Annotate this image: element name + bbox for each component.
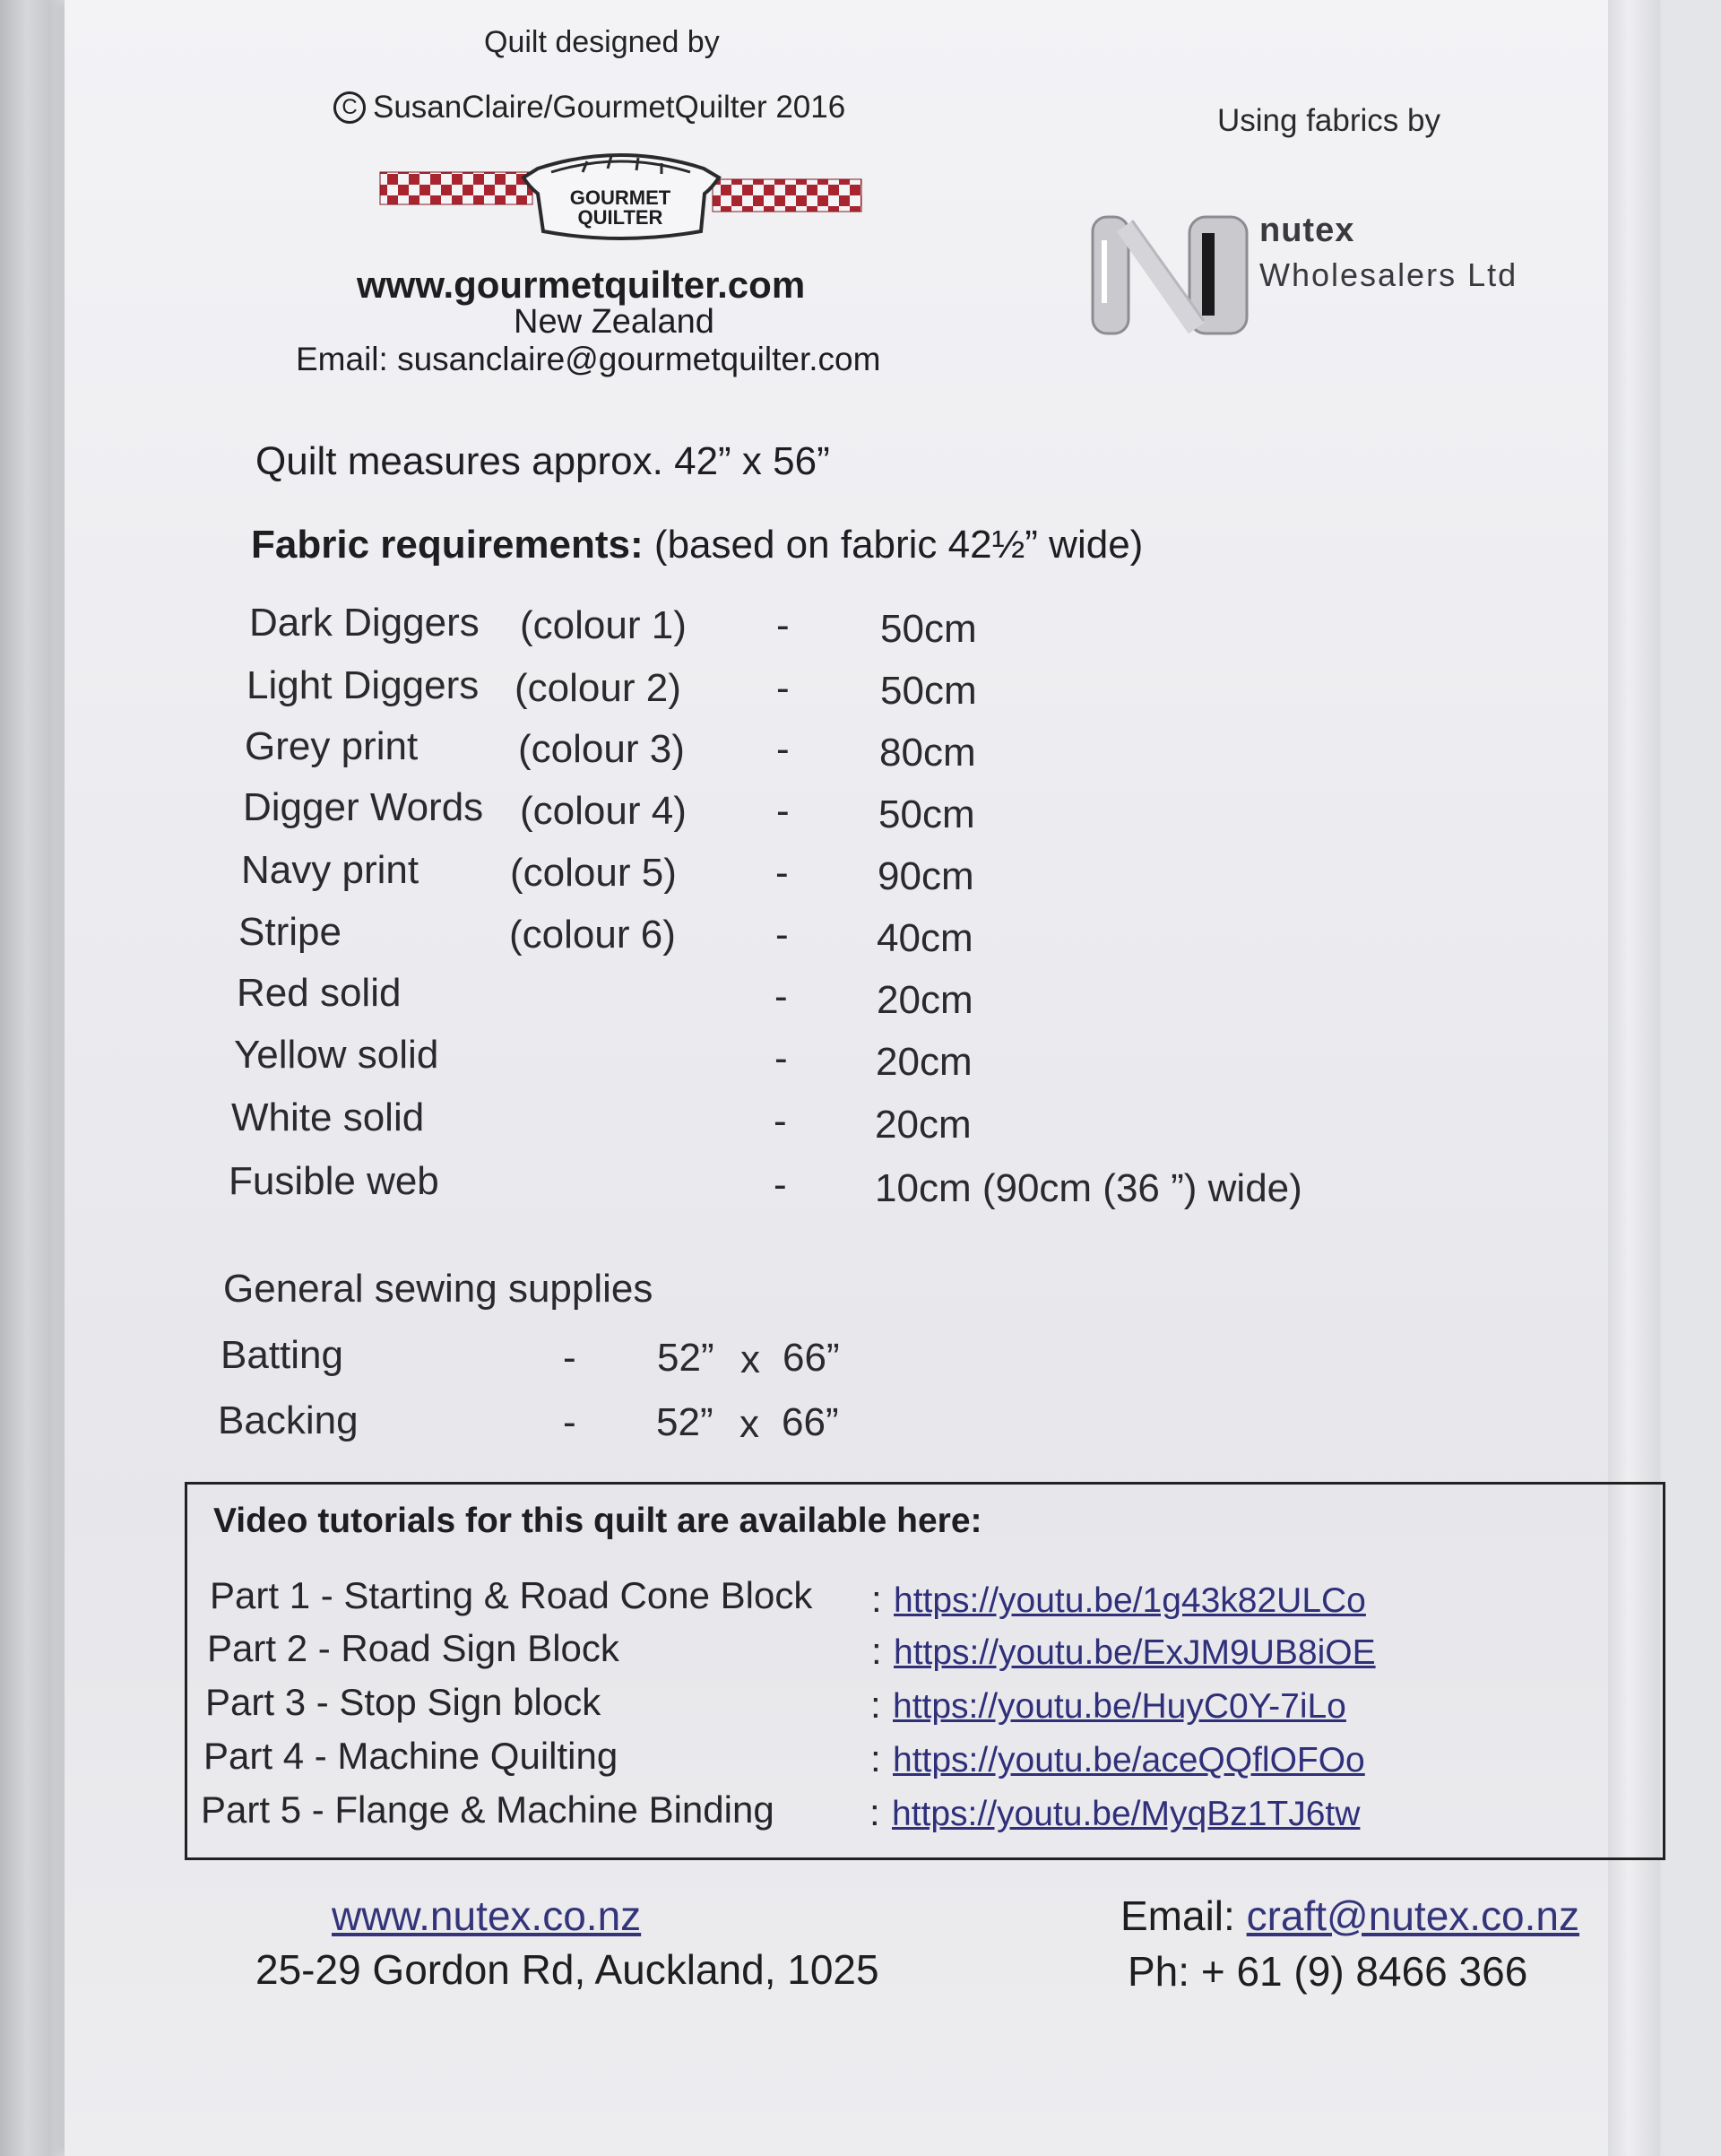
logo-text-line2: QUILTER — [577, 206, 663, 229]
video-separator: : — [869, 1791, 880, 1833]
video-part-label: Part 5 - Flange & Machine Binding — [201, 1788, 774, 1831]
fabric-amount: 20cm — [877, 978, 973, 1022]
nutex-phone: Ph: + 61 (9) 8466 366 — [1128, 1948, 1528, 1995]
nutex-email-label: Email: — [1120, 1892, 1247, 1939]
nutex-website-link[interactable]: www.nutex.co.nz — [332, 1892, 642, 1939]
fabric-dash: - — [775, 913, 789, 957]
fabric-amount: 90cm — [878, 854, 974, 898]
video-part-label: Part 1 - Starting & Road Cone Block — [210, 1574, 813, 1616]
video-link[interactable]: https://youtu.be/HuyC0Y-7iLo — [893, 1687, 1346, 1726]
designer-email: Email: susanclaire@gourmetquilter.com — [296, 341, 881, 377]
fabric-amount: 10cm (90cm (36 ”) wide) — [875, 1166, 1302, 1210]
video-link[interactable]: https://youtu.be/ExJM9UB8iOE — [894, 1633, 1376, 1672]
fabric-name: Stripe — [238, 910, 342, 954]
supply-height: 66” — [783, 1336, 840, 1380]
supply-width: 52” — [656, 1400, 713, 1444]
video-link[interactable]: https://youtu.be/1g43k82ULCo — [894, 1581, 1366, 1620]
video-part-label: Part 2 - Road Sign Block — [207, 1627, 619, 1669]
designed-by-label: Quilt designed by — [484, 25, 720, 59]
fabric-name: Red solid — [237, 971, 402, 1015]
nutex-address: 25-29 Gordon Rd, Auckland, 1025 — [255, 1946, 879, 1993]
fabric-colour: (colour 5) — [510, 851, 677, 895]
video-separator: : — [870, 1737, 881, 1779]
supply-name: Batting — [221, 1333, 343, 1377]
fabric-amount: 50cm — [880, 669, 977, 713]
video-tutorials-title: Video tutorials for this quilt are available here: — [213, 1502, 982, 1540]
video-separator: : — [871, 1630, 882, 1672]
fabric-amount: 50cm — [878, 792, 975, 836]
fabric-colour: (colour 1) — [520, 603, 687, 647]
video-link[interactable]: https://youtu.be/MyqBz1TJ6tw — [892, 1795, 1361, 1833]
video-separator: : — [871, 1578, 882, 1620]
supplies-heading: General sewing supplies — [223, 1267, 653, 1311]
copyright-text: SusanClaire/GourmetQuilter 2016 — [373, 90, 846, 125]
supply-width: 52” — [657, 1336, 714, 1380]
fabric-name: Navy print — [241, 848, 419, 892]
fabric-dash: - — [776, 789, 790, 833]
copyright-line — [333, 90, 845, 126]
fabric-name: White solid — [231, 1095, 425, 1139]
supply-dash: - — [563, 1400, 576, 1444]
fabric-heading-note: (based on fabric 42½” wide) — [643, 523, 1144, 567]
fabric-dash: - — [774, 1036, 788, 1080]
fabric-name: Digger Words — [243, 785, 484, 829]
fabric-colour: (colour 6) — [509, 913, 676, 957]
nutex-logo-mark — [1089, 213, 1250, 337]
using-fabrics-label: Using fabrics by — [1217, 103, 1440, 138]
copyright-icon: C — [333, 91, 366, 124]
fabric-name: Fusible web — [229, 1159, 439, 1203]
fabric-amount: 20cm — [875, 1103, 972, 1147]
logo-text-line1: GOURMET — [569, 186, 671, 209]
supply-height: 66” — [782, 1400, 839, 1444]
nutex-email-link[interactable]: craft@nutex.co.nz — [1246, 1892, 1580, 1939]
fabric-colour: (colour 4) — [520, 789, 687, 833]
supply-times: x — [739, 1402, 759, 1446]
fabric-colour: (colour 3) — [518, 727, 685, 771]
fabric-dash: - — [774, 1099, 787, 1143]
fabric-name: Dark Diggers — [249, 601, 480, 645]
video-link[interactable]: https://youtu.be/aceQQflOFOo — [893, 1741, 1365, 1779]
supply-dash: - — [563, 1336, 576, 1380]
supply-name: Backing — [218, 1398, 359, 1442]
fabric-amount: 20cm — [876, 1040, 973, 1084]
country-label: New Zealand — [514, 303, 714, 341]
fabric-name: Grey print — [245, 724, 419, 768]
fabric-colour: (colour 2) — [515, 666, 681, 710]
fabric-dash: - — [774, 1163, 787, 1207]
fabric-name: Light Diggers — [246, 663, 480, 707]
fabric-name: Yellow solid — [234, 1033, 439, 1077]
nutex-brand: nutex — [1259, 212, 1355, 249]
video-part-label: Part 4 - Machine Quilting — [203, 1735, 618, 1777]
fabric-dash: - — [774, 974, 788, 1018]
video-separator: : — [870, 1684, 881, 1726]
fabric-amount: 50cm — [880, 607, 977, 651]
supply-times: x — [740, 1338, 760, 1381]
fabric-dash: - — [775, 851, 789, 895]
fabric-dash: - — [776, 666, 790, 710]
quilt-measures: Quilt measures approx. 42” x 56” — [255, 439, 830, 483]
gourmet-quilter-logo — [376, 142, 865, 249]
nutex-subtitle: Wholesalers Ltd — [1259, 256, 1518, 293]
fabric-dash: - — [776, 727, 790, 771]
nutex-email-line — [1120, 1892, 1579, 1940]
fabric-dash: - — [776, 603, 790, 647]
fabric-amount: 80cm — [879, 731, 976, 775]
fabric-heading-bold: Fabric requirements: — [251, 523, 644, 567]
fabric-requirements-heading — [251, 523, 1143, 567]
fabric-amount: 40cm — [877, 916, 973, 960]
video-part-label: Part 3 - Stop Sign block — [205, 1681, 601, 1723]
gourmetquilter-website: www.gourmetquilter.com — [357, 264, 806, 306]
